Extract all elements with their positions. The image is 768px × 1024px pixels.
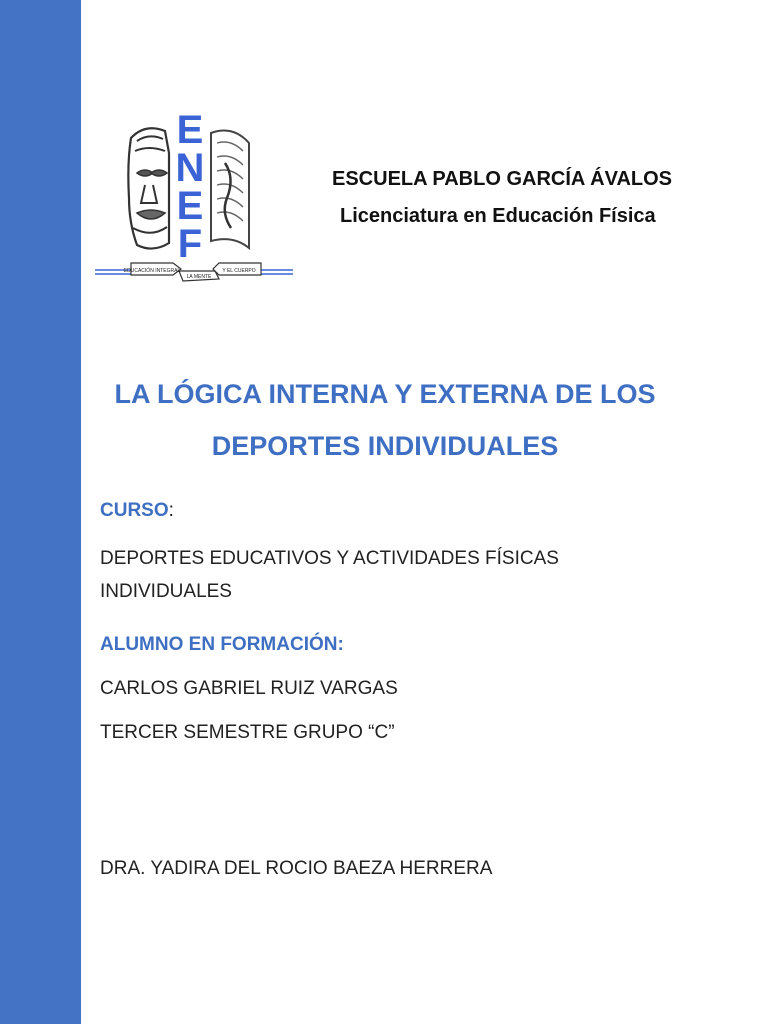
title-line-1: LA LÓGICA INTERNA Y EXTERNA DE LOS: [114, 379, 656, 409]
logo-banner-center: LA MENTE: [186, 274, 212, 280]
degree-name: Licenciatura en Educación Física: [340, 205, 656, 227]
course-line-1: DEPORTES EDUCATIVOS Y ACTIVIDADES FÍSICAS: [100, 548, 559, 569]
decorative-sidebar: [0, 0, 81, 1024]
logo-banner-right: Y EL CUERPO: [222, 268, 256, 274]
student-name: CARLOS GABRIEL RUIZ VARGAS: [100, 678, 398, 699]
course-value: [100, 542, 559, 608]
school-header: [332, 168, 672, 228]
student-group: TERCER SEMESTRE GRUPO “C”: [100, 722, 395, 743]
student-label: ALUMNO EN FORMACIÓN:: [100, 634, 344, 655]
enef-logo: [93, 103, 298, 290]
book-icon: [211, 131, 249, 248]
logo-letter-n: N: [175, 146, 205, 190]
logo-banner-left: EDUCACIÓN INTEGRAL: [123, 268, 181, 274]
course-line-2: INDIVIDUALES: [100, 581, 232, 602]
title-line-2: DEPORTES INDIVIDUALES: [211, 431, 559, 461]
olmec-head-icon: [128, 128, 169, 248]
teacher-name: DRA. YADIRA DEL ROCIO BAEZA HERRERA: [100, 858, 493, 879]
logo-letter-f: F: [177, 222, 203, 266]
logo-letter-e2: E: [176, 184, 204, 228]
course-heading: [100, 500, 174, 522]
course-label: CURSO: [100, 500, 169, 521]
logo-letter-e1: E: [176, 108, 204, 152]
course-colon: :: [168, 500, 174, 521]
school-name: ESCUELA PABLO GARCÍA ÁVALOS: [332, 168, 673, 190]
document-title: [100, 368, 670, 472]
